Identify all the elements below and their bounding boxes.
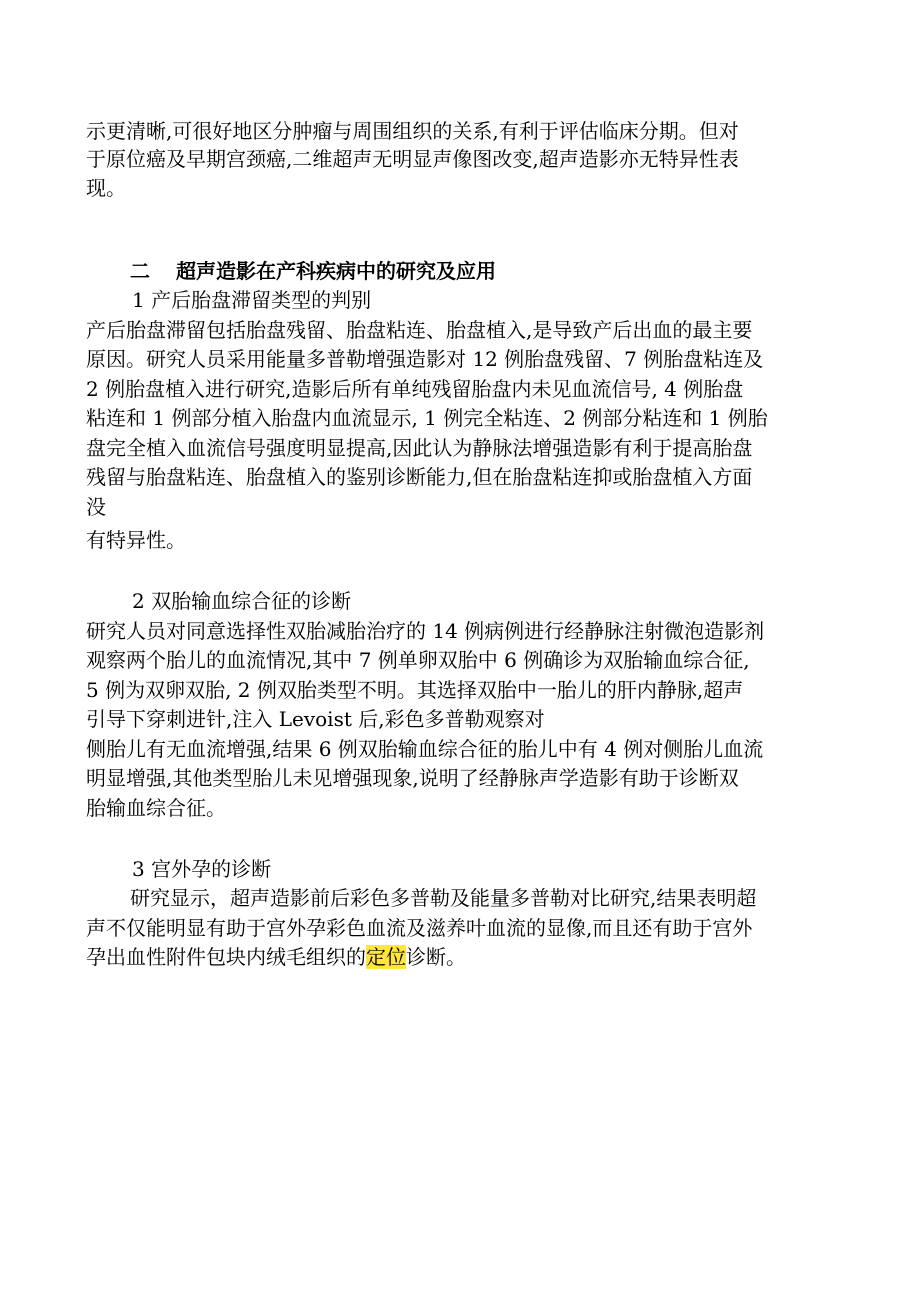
text-line: 盘完全植入血流信号强度明显提高,因此认为静脉法增强造影有利于提高胎盘 bbox=[86, 436, 753, 460]
text-line: 现。 bbox=[86, 176, 126, 200]
subsection-heading: 2 双胎输血综合征的诊断 bbox=[132, 589, 352, 613]
text-line: 示更清晰,可很好地区分肿瘤与周围组织的关系,有利于评估临床分期。但对 bbox=[86, 119, 739, 143]
subsection-heading: 1 产后胎盘滞留类型的判别 bbox=[132, 288, 372, 312]
section-number: 二 bbox=[130, 259, 150, 283]
text-line: 没 bbox=[86, 495, 106, 519]
text-line: 5 例为双卵双胎, 2 例双胎类型不明。其选择双胎中一胎儿的肝内静脉,超声 bbox=[86, 678, 744, 702]
text-line bbox=[86, 943, 876, 971]
text-line: 研究人员对同意选择性双胎减胎治疗的 14 例病例进行经静脉注射微泡造影剂 bbox=[86, 619, 765, 643]
text-line: 2 例胎盘植入进行研究,造影后所有单纯残留胎盘内未见血流信号, 4 例胎盘 bbox=[86, 377, 744, 401]
text-line: 研究显示，超声造影前后彩色多普勒及能量多普勒对比研究,结果表明超 bbox=[130, 886, 757, 910]
text-line: 引导下穿刺进针,注入 Levoist 后,彩色多普勒观察对 bbox=[86, 707, 545, 731]
subsection-heading: 3 宫外孕的诊断 bbox=[132, 857, 272, 881]
text-line: 胎输血综合征。 bbox=[86, 796, 226, 820]
text-line: 原因。研究人员采用能量多普勒增强造影对 12 例胎盘残留、7 例胎盘粘连及 bbox=[86, 347, 764, 371]
text-segment: 孕出血性附件包块内绒毛组织的 bbox=[86, 945, 366, 969]
text-line: 于原位癌及早期宫颈癌,二维超声无明显声像图改变,超声造影亦无特异性表 bbox=[86, 147, 739, 171]
text-line: 明显增强,其他类型胎儿未见增强现象,说明了经静脉声学造影有助于诊断双 bbox=[86, 766, 739, 790]
text-segment: 诊断。 bbox=[406, 945, 466, 969]
text-line: 有特异性。 bbox=[86, 528, 186, 552]
section-heading bbox=[130, 257, 920, 285]
text-line: 粘连和 1 例部分植入胎盘内血流显示, 1 例完全粘连、2 例部分粘连和 1 例胎 bbox=[86, 406, 768, 430]
text-line: 产后胎盘滞留包括胎盘残留、胎盘粘连、胎盘植入,是导致产后出血的最主要 bbox=[86, 318, 753, 342]
text-line: 观察两个胎儿的血流情况,其中 7 例单卵双胎中 6 例确诊为双胎输血综合征, bbox=[86, 648, 750, 672]
text-line: 侧胎儿有无血流增强,结果 6 例双胎输血综合征的胎儿中有 4 例对侧胎儿血流 bbox=[86, 737, 764, 761]
section-title: 超声造影在产科疾病中的研究及应用 bbox=[176, 259, 496, 283]
text-line: 声不仅能明显有助于宫外孕彩色血流及滋养叶血流的显像,而且还有助于宫外 bbox=[86, 916, 753, 940]
text-line: 残留与胎盘粘连、胎盘植入的鉴别诊断能力,但在胎盘粘连抑或胎盘植入方面 bbox=[86, 465, 753, 489]
highlighted-text: 定位 bbox=[366, 945, 406, 969]
